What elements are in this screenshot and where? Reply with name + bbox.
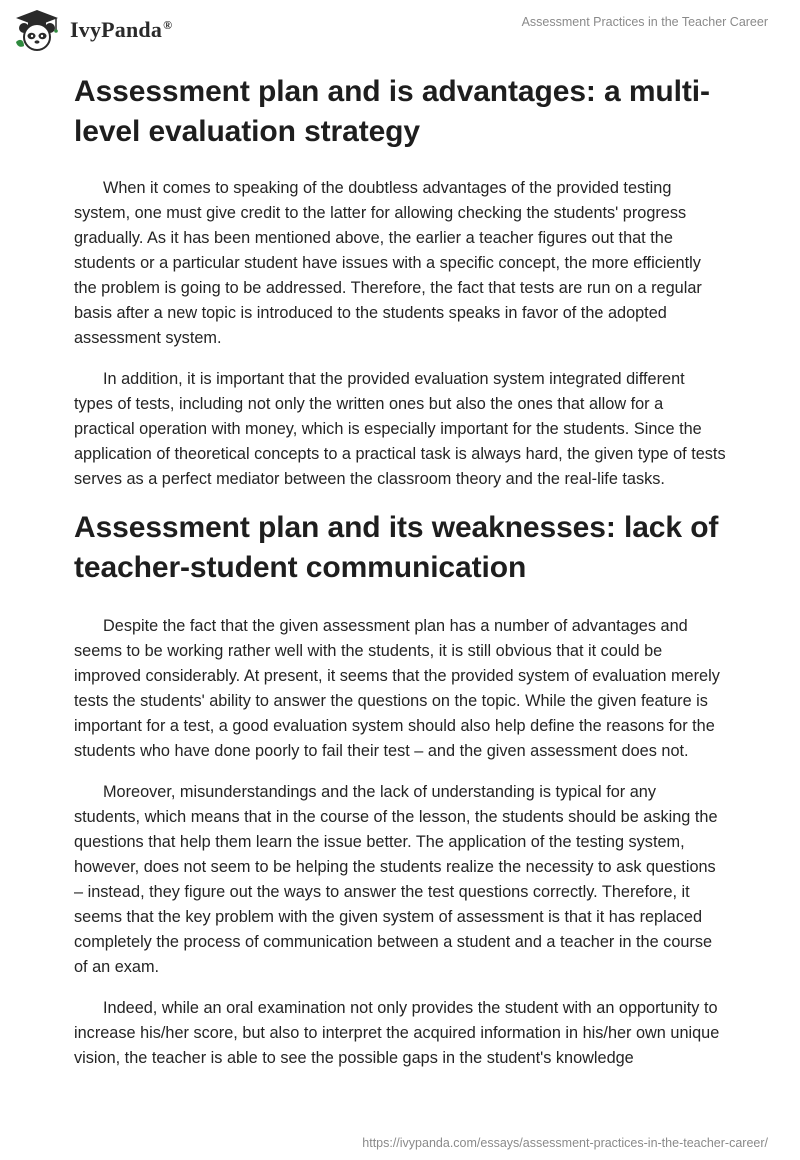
essay-content [74,72,726,1087]
panda-graduate-icon [12,8,62,52]
paragraph: Moreover, misunderstandings and the lack of understanding is typical for any students, which means that in the course of the lesson, the students should be asking the questions that help them learn the issue better. The application of the testing system, however, does not seem to be helping the students realize the necessity to ask questions – instead, they figure out the ways to answer the test questions correctly. Therefore, it seems that the key problem with the given system of assessment is that it has replaced completely the process of communication between a student and a teacher in the course of an exam. [74,783,718,976]
page-header [0,0,800,60]
paragraph: Despite the fact that the given assessment plan has a number of advantages and seems to be working rather well with the students, it is still obvious that it could be improved considerably. At present, it seems that the provided system of evaluation merely tests the students' ability to answer the questions on the topic. While the given feature is important for a test, a good evaluation system should also help define the reasons for the students who have done poorly to fail their test – and the given assessment does not. [74,617,720,760]
source-url[interactable]: https://ivypanda.com/essays/assessment-practices-in-the-teacher-career/ [362,1136,768,1150]
paragraph: When it comes to speaking of the doubtless advantages of the provided testing system, one must give credit to the latter for allowing checking the students' progress gradually. As it has been mentioned above, the earlier a teacher figures out that the students or a particular student have issues with a specific concept, the more efficiently the problem is going to be addressed. Therefore, the fact that tests are run on a regular basis after a new topic is introduced to the students speaks in favor of the adopted assessment system. [74,179,702,347]
paragraph: In addition, it is important that the provided evaluation system integrated different types of tests, including not only the written ones but also the ones that allow for a practical operation with money, which is especially important for the students. Since the application of theoretical concepts to a practical task is always hard, the given type of tests serves as a perfect mediator between the classroom theory and the real-life tasks. [74,370,726,488]
brand-name [70,17,172,43]
section-heading: Assessment plan and is advantages: a multi-level evaluation strategy [74,75,710,148]
registered-mark: ® [163,17,173,32]
brand-name-text: IvyPanda [70,17,163,42]
document-title: Assessment Practices in the Teacher Career [521,15,768,29]
paragraph: Indeed, while an oral examination not only provides the student with an opportunity to increase his/her score, but also to interpret the acquired information in his/her own unique vision, the teacher is able to see the possible gaps in the student's knowledge [74,999,720,1067]
section-heading: Assessment plan and its weaknesses: lack of teacher-student communication [74,511,719,584]
brand-logo[interactable] [12,8,172,52]
